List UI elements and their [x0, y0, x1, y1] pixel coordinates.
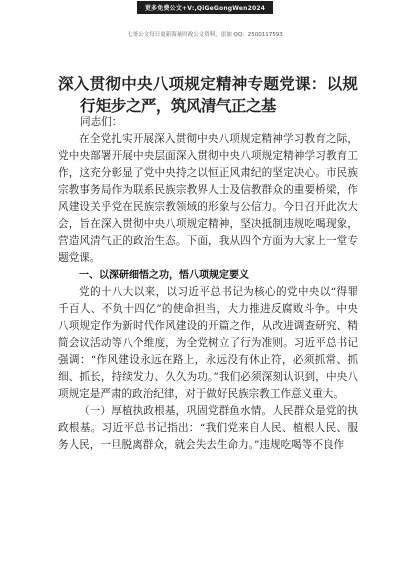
document-body	[58, 114, 358, 454]
paragraph: 党的十八大以来，以习近平总书记为核心的党中央以“得罪千百人、不负十四亿”的使命担当，大力推进反腐败斗争。中央八项规定作为新时代作风建设的开篇之作，从改进调查研究、精简会议活动等八个维度，为全党树立了行为准则。习近平总书记强调：“作风建设永远在路上，永远没有休止符，必须抓常、抓细、抓长，持续发力、久久为功。”我们必须深刻认识到，中央八项规定是严肃的政治纪律，对于做好民族宗教工作意义重大。	[58, 286, 358, 400]
greeting: 同志们：	[80, 116, 123, 128]
paragraph: 在全党扎实开展深入贯彻中央八项规定精神学习教育之际，党中央部署开展中央层面深入贯彻中央八项规定精神学习教育工作，这充分彰显了党中央持之以恒正风肃纪的坚定决心。市民族宗教事务局作为联系民族宗教界人士及信教群众的重要桥梁，作风建设关乎党在民族宗教领域的形象与公信力。今日召开此次大会，旨在深入贯彻中央八项规定精神，坚决抵制违规吃喝现象，营造风清气正的政治生态。下面，我从四个方面为大家上一堂专题党课。	[58, 133, 358, 264]
paragraph: （一）厚植执政根基，巩固党群鱼水情。人民群众是党的执政根基。习近平总书记指出：“我们党来自人民、植根人民、服务人民，一旦脱离群众，就会失去生命力。”违规吃喝等不良作	[58, 405, 358, 451]
top-banner-text: 更多免费公文+V:,QiGeGongWen2024	[137, 1, 273, 14]
section-heading: 一、以深研细悟之功，悟八项规定要义	[79, 270, 249, 281]
document-title	[58, 73, 358, 117]
top-banner	[0, 0, 410, 14]
document-title-line-2-tail: 矩步之严，筑风清气正之基	[95, 96, 276, 115]
document-title-line-2-lead: 行	[80, 96, 96, 115]
subhead-notice: 七哥公文每日更新海量时政公文资料，添加 QQ：2500117593	[127, 32, 283, 38]
document-title-line-1: 深入贯彻中央八项规定精神专题党课：以规	[58, 74, 359, 93]
